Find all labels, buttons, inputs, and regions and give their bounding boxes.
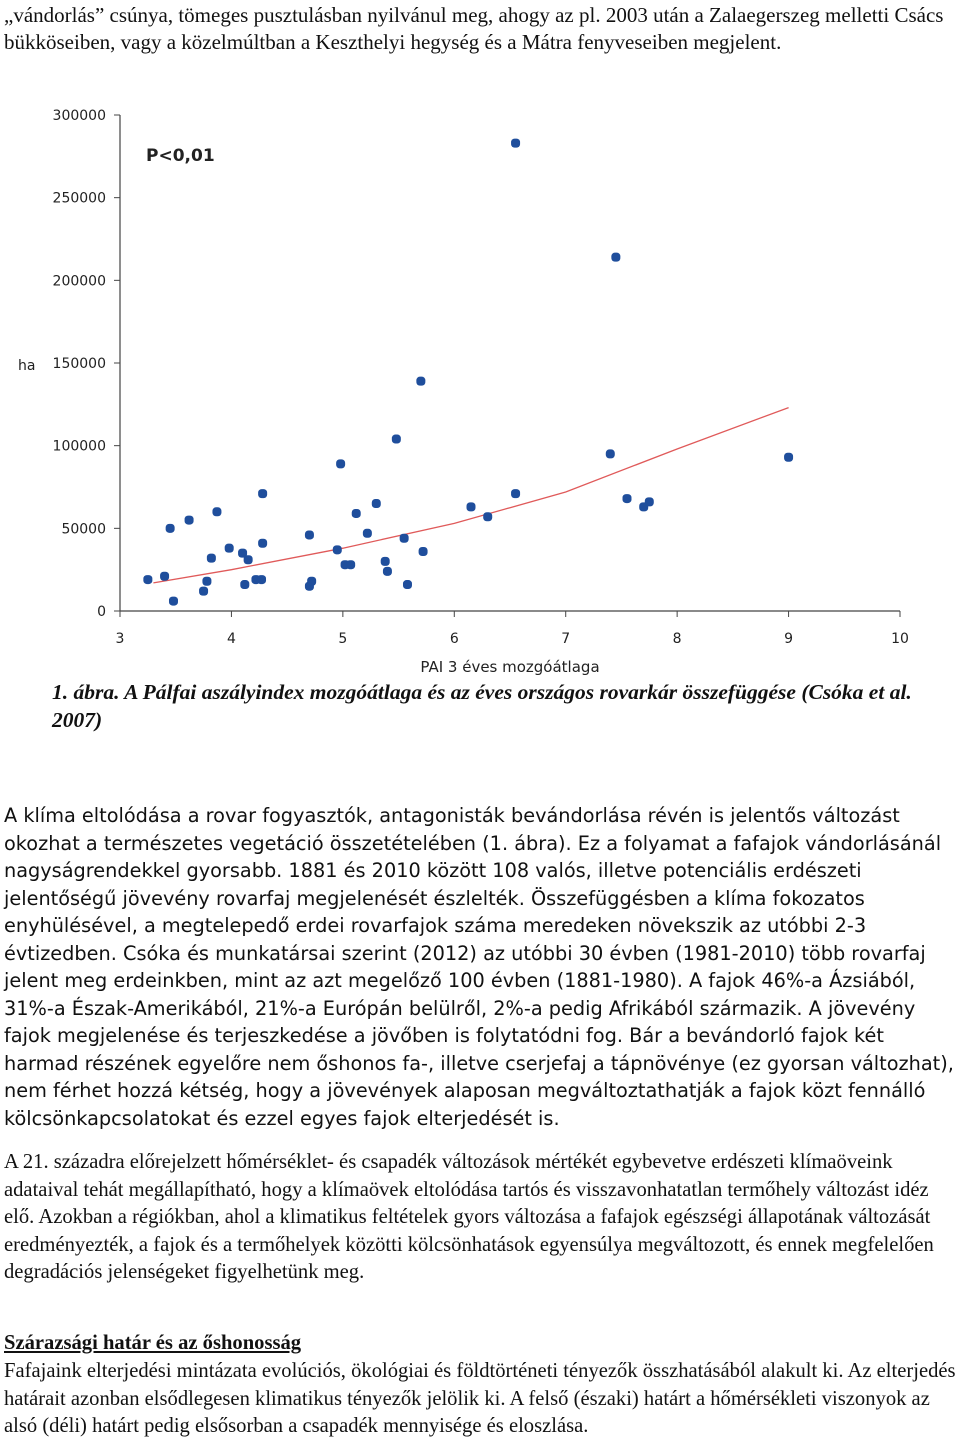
body-paragraph-1: A klíma eltolódása a rovar fogyasztók, antagonisták bevándorlása révén is jelentős változást okozhat a természetes vegetáció összetételében (1. ábra). Ez a folyamat a fafajok vándorlásánál nagyságrendekkel gyorsabb. 1881 és 2010 között 108 valós, illetve potenciális erdészeti jelentőségű jövevény rovarfaj megjelenését észlelték. Összefüggésben a klíma fokozatos enyhülésével, a megtelepedő erdei rovarfajok száma meredeken növekszik az utóbbi 2-3 évtizedben. Csóka és munkatársai szerint (2012) az utóbbi 30 évben (1981-2010) több rovarfaj jelent meg erdeinkben, mint az azt megelőző 100 évben (1881-1980). A fajok 46%-a Ázsiából, 31%-a Észak-Amerikából, 21%-a Európán belülről, 2%-a pedig Afrikából származik. A jövevény fajok megjelenése és terjeszkedése a jövőben is folytatódni fog. Bár a bevándorló fajok két harmad részének egyelőre nem őshonos fa-, illetve cserjefaj a tápnövénye (ez gyorsan változhat), nem férhet hozzá kétség, hogy a jövevények alaposan megváltoztathatják a fajok közt fennálló kölcsönkapcsolatokat és ezzel egyes fajok elterjedését is.	[4, 804, 954, 1130]
data-point	[511, 139, 520, 148]
data-point	[258, 539, 267, 548]
y-tick-label: 150000	[52, 356, 106, 372]
data-point	[244, 555, 253, 564]
data-point	[623, 494, 632, 503]
x-tick-label: 3	[115, 631, 125, 647]
data-point	[143, 575, 152, 584]
data-point	[257, 575, 266, 584]
body-paragraph-2: A 21. századra előrejelzett hőmérséklet- és csapadék változások mértékét egybevetve erdészeti klímaöveink adataival tehát megállapítható, hogy a klímaövek eltolódása tartós és visszavonhatatlan termőhely változást idéz elő. Azokban a régiókban, ahol a klimatikus feltételek gyors változása a fafajok egészségi állapotának változását eredményezték, a fajok és a termőhelyek közötti kölcsönhatások egyensúlya megváltozott, és ennek megfelelően degradációs jelenségeket figyelhetünk meg.	[4, 1151, 934, 1283]
data-point	[169, 597, 178, 606]
figure-caption: 1. ábra. A Pálfai aszályindex mozgóátlaga és az éves országos rovarkár összefüggése (Csóka et al. 2007)	[52, 680, 912, 732]
y-tick-label: 300000	[52, 108, 106, 124]
data-point	[346, 560, 355, 569]
x-tick-label: 7	[561, 631, 571, 647]
data-point	[166, 524, 175, 533]
x-tick-label: 4	[226, 631, 236, 647]
data-point	[403, 580, 412, 589]
y-tick-label: 250000	[52, 190, 106, 207]
data-point	[225, 544, 234, 553]
data-point	[240, 580, 249, 589]
y-tick-label: 100000	[52, 438, 106, 455]
y-tick-label: 50000	[61, 521, 106, 538]
data-point	[333, 545, 342, 554]
data-point	[307, 577, 316, 586]
scatter-chart-svg	[0, 100, 960, 740]
data-point	[416, 377, 425, 386]
data-point	[207, 554, 216, 563]
data-point	[258, 489, 267, 498]
section-heading: Szárazsági határ és az őshonosság	[4, 1332, 302, 1354]
data-points	[143, 139, 793, 606]
x-tick-labels	[116, 631, 909, 647]
data-point	[606, 449, 615, 458]
data-point	[784, 453, 793, 462]
data-point	[305, 530, 314, 539]
data-point	[199, 587, 208, 596]
x-tick-label: 6	[449, 631, 459, 647]
data-point	[392, 435, 401, 444]
x-tick-label: 8	[672, 631, 682, 647]
data-point	[336, 459, 345, 468]
x-tick-label: 5	[338, 631, 348, 647]
figure-scatter-chart	[0, 100, 960, 740]
data-point	[511, 489, 520, 498]
data-point	[212, 507, 221, 516]
data-point	[645, 497, 654, 506]
data-point	[202, 577, 211, 586]
x-tick-label: 10	[891, 631, 909, 647]
data-point	[185, 516, 194, 525]
data-point	[363, 529, 372, 538]
y-axis-label: ha	[18, 358, 36, 374]
data-point	[611, 253, 620, 262]
intro-paragraph: „vándorlás” csúnya, tömeges pusztulásban nyilvánul meg, ahogy az pl. 2003 után a Zalaegerszeg melletti Csács bükköseiben, vagy a közelmúltban a Keszthelyi hegység és a Mátra fenyveseiben megjelent.	[4, 3, 944, 54]
y-tick-label: 200000	[52, 273, 106, 290]
data-point	[483, 512, 492, 521]
data-point	[419, 547, 428, 556]
x-axis-label: PAI 3 éves mozgóátlaga	[420, 658, 600, 676]
x-tick-label: 9	[784, 631, 794, 647]
body-paragraph-3: Fafajaink elterjedési mintázata evolúciós, ökológiai és földtörténeti tényezők összhatásából alakult ki. Az elterjedés határait azonban elsődlegesen klimatikus tényezők jelölik ki. A felső (északi) határt a hőmérsékleti viszonyok az alsó (déli) határt pedig elsősorban a csapadék mennyisége és eloszlása.	[4, 1360, 956, 1437]
y-tick-label: 0	[97, 604, 106, 620]
data-point	[372, 499, 381, 508]
data-point	[400, 534, 409, 543]
y-tick-labels	[53, 108, 106, 620]
data-point	[383, 567, 392, 576]
data-point	[381, 557, 390, 566]
data-point	[352, 509, 361, 518]
chart-axes	[114, 115, 900, 617]
significance-annotation: P<0,01	[146, 146, 215, 166]
data-point	[160, 572, 169, 581]
data-point	[467, 502, 476, 511]
